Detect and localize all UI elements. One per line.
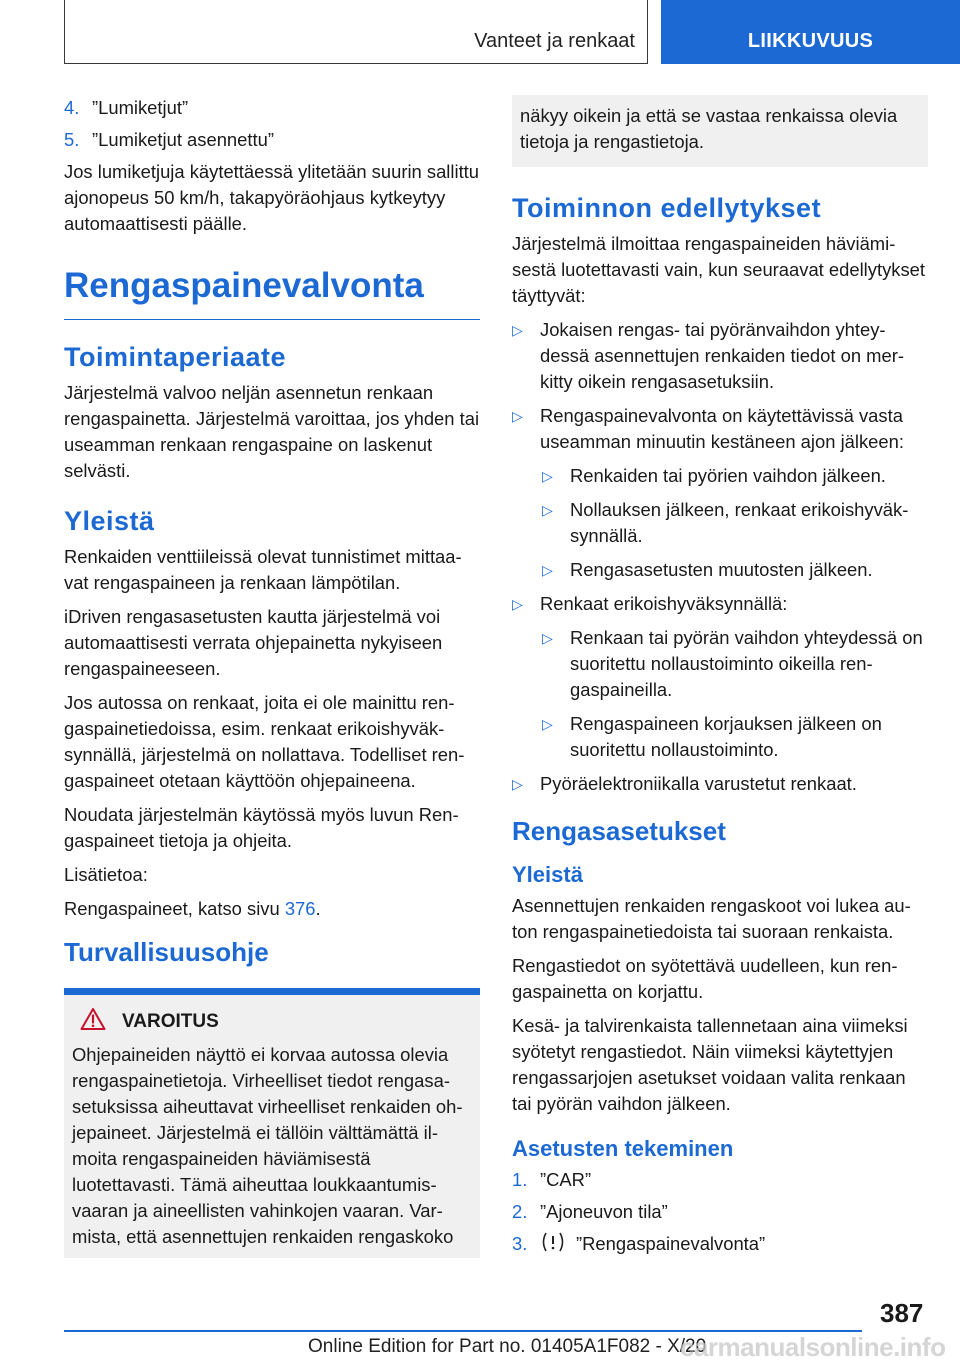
step-text: ”Lumiketjut asennettu” [92,129,274,150]
step-text: ”Rengaspainevalvonta” [576,1233,766,1254]
bullet-arrow-icon: ▷ [542,502,553,518]
bullet-text: Jokaisen rengas- tai pyöränvaihdon yhteydessä asennettujen renkaiden tiedot on merkitty oikein rengasasetuksiin. [540,319,904,392]
condition-bullet [512,403,928,455]
step-number: 2. [512,1201,528,1222]
right-column [512,95,928,1266]
reference-paragraph [64,896,480,922]
bullet-text: Renkaiden tai pyörien vaihdon jälkeen. [570,465,886,486]
warning-header [72,1007,472,1036]
step-text: ”Lumiketjut” [92,97,189,118]
bullet-arrow-icon: ▷ [542,630,553,646]
general-paragraph: Lisätietoa: [64,864,148,885]
condition-sub-bullet [542,711,928,763]
settings-paragraph: Rengastiedot on syötettävä uudelleen, kun rengaspainetta on korjattu. [512,955,898,1002]
heading-general: Yleistä [64,506,155,536]
heading-principle: Toimintaperiaate [64,342,287,372]
condition-sub-bullet [542,463,928,489]
general-paragraph: Jos autossa on renkaat, joita ei ole mainittu rengaspainetiedoissa, esim. renkaat erikoishyväksynnällä, järjestelmä on nollattava. Todelliset rengaspaineet otetaan käyttöön ohjepaineena. [64,692,465,791]
bullet-text: Rengasasetusten muutosten jälkeen. [570,559,873,580]
header-section-title: Vanteet ja renkaat [474,30,635,52]
numbered-step [512,1199,928,1225]
heading-conditions: Toiminnon edellytykset [512,193,822,223]
page-title: Rengaspainevalvonta [64,265,480,320]
step-number: 3. [512,1233,528,1254]
tire-pressure-icon [540,1231,570,1260]
watermark: carmanualsonline.info [680,1332,946,1362]
step-text: ”CAR” [540,1169,592,1190]
general-paragraph: iDriven rengasasetusten kautta järjestelmä voi automaattisesti verrata ohjepainetta nykyiseen rengaspaineeseen. [64,606,443,679]
step-number: 1. [512,1169,528,1190]
warning-triangle-icon [80,1007,108,1036]
left-column [64,95,480,1258]
warning-text: Ohjepaineiden näyttö ei korvaa autossa olevia rengaspainetietoja. Virheelliset tiedot rengasasetuksissa aiheuttavat virheelliset renkaiden ohjepaineet. Järjestelmä ei tällöin välttämättä ilmoita rengaspaineiden häviämisestä luotettavasti. Tämä aiheuttaa loukkaantumisvaaran ja aineellisten vahinkojen vaaran. Varmista, että asennettujen renkaiden rengaskoko [72,1044,463,1247]
numbered-step [512,1167,928,1193]
general-paragraph: Renkaiden venttiileissä olevat tunnistimet mittaavat rengaspaineen ja renkaan lämpötilan. [64,546,462,593]
bullet-arrow-icon: ▷ [542,562,553,578]
warning-bar [64,988,480,995]
bullet-text: Pyöräelektroniikalla varustetut renkaat. [540,773,857,794]
condition-bullet [512,591,928,617]
bullet-text: Rengaspainevalvonta on käytettävissä vasta useamman minuutin kestäneen ajon jälkeen: [540,405,904,452]
condition-bullet [512,317,928,395]
heading-make-settings: Asetusten tekeminen [512,1136,734,1161]
bullet-arrow-icon: ▷ [542,716,553,732]
warning-title: VAROITUS [122,1010,219,1032]
condition-sub-bullet [542,557,928,583]
settings-paragraph: Asennettujen renkaiden rengaskoot voi lukea auton rengaspainetiedoista tai suoraan renkaista. [512,895,911,942]
numbered-step [64,95,480,121]
bullet-text: Renkaan tai pyörän vaihdon yhteydessä on suoritettu nollaustoiminto oikeilla rengaspaineilla. [570,627,923,700]
bullet-text: Rengaspaineen korjauksen jälkeen on suoritettu nollaustoiminto. [570,713,882,760]
page-link[interactable]: 376 [284,898,316,919]
numbered-step [64,127,480,153]
header-section-tab [64,0,648,64]
bullet-text: Renkaat erikoishyväksynnällä: [540,593,788,614]
heading-settings-general: Yleistä [512,862,583,887]
reference-end: . [315,898,321,919]
reference-text: Rengaspaineet, katso sivu [64,898,285,919]
bullet-arrow-icon: ▷ [512,408,523,424]
warning-continuation-text: näkyy oikein ja että se vastaa renkaissa olevia tietoja ja rengastietoja. [520,105,898,152]
heading-settings: Rengasasetukset [512,816,726,846]
condition-bullet [512,771,928,797]
bullet-text: Nollauksen jälkeen, renkaat erikoishyväksynnällä. [570,499,909,546]
principle-paragraph: Järjestelmä valvoo neljän asennetun renkaan rengaspainetta. Järjestelmä varoittaa, jos yhden tai useamman renkaan rengaspaine on laskenut selvästi. [64,382,480,481]
bullet-arrow-icon: ▷ [512,596,523,612]
warning-continuation-box [512,95,928,167]
general-paragraph: Noudata järjestelmän käytössä myös luvun Rengaspaineet tietoja ja ohjeita. [64,804,459,851]
bullet-arrow-icon: ▷ [512,776,523,792]
step-number: 4. [64,97,80,118]
page-number: 387 [880,1298,924,1328]
warning-box [64,995,480,1258]
condition-sub-bullet [542,497,928,549]
numbered-step [512,1231,928,1260]
step-number: 5. [64,129,80,150]
conditions-intro: Järjestelmä ilmoittaa rengaspaineiden häviämisestä luotettavasti vain, kun seuraavat edellytykset täyttyvät: [512,233,925,306]
header-chapter-tab: LIIKKUVUUS [661,0,960,64]
heading-safety: Turvallisuusohje [64,937,269,967]
condition-sub-bullet [542,625,928,703]
bullet-arrow-icon: ▷ [512,322,523,338]
bullet-arrow-icon: ▷ [542,468,553,484]
intro-paragraph: Jos lumiketjuja käytettäessä ylitetään suurin sallittu ajonopeus 50 km/h, takapyöräohjaus kytkeytyy automaattisesti päälle. [64,161,480,234]
footer-edition: Online Edition for Part no. 01405A1F082 - X/20 [308,1336,707,1357]
settings-paragraph: Kesä- ja talvirenkaista tallennetaan aina viimeksi syötetyt rengastiedot. Näin viimeksi käytettyjen rengassarjojen asetukset voidaan valita renkaan tai pyörän vaihdon jälkeen. [512,1015,908,1114]
step-text: ”Ajoneuvon tila” [540,1201,668,1222]
